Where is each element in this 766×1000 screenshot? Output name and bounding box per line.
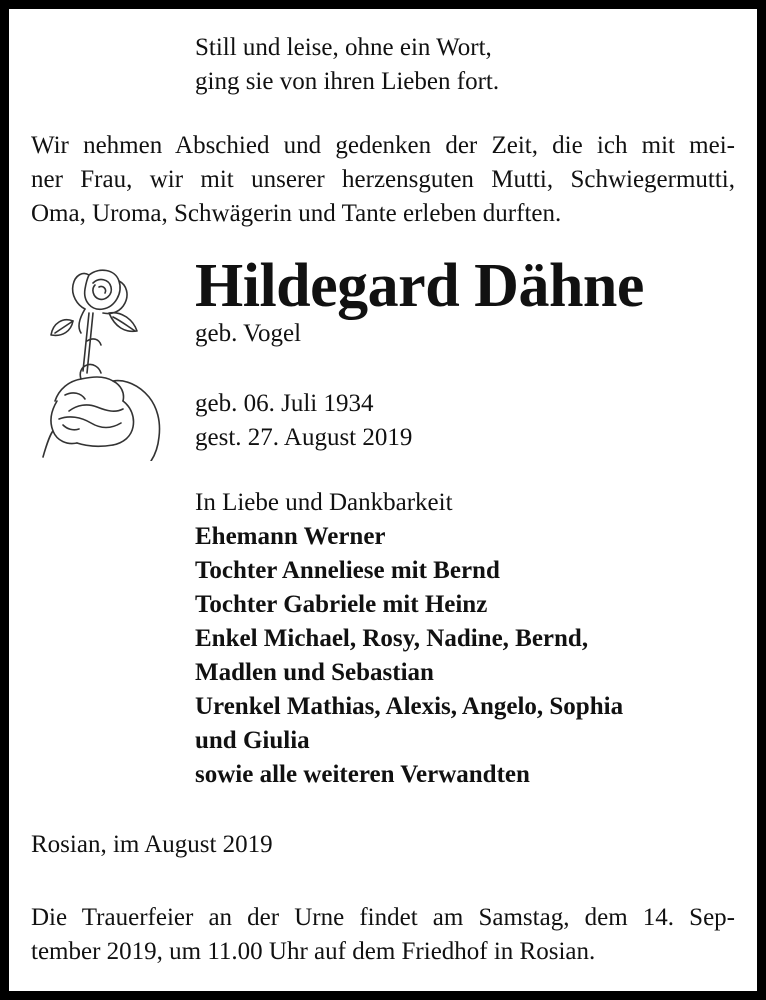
mourner-line: Urenkel Mathias, Alexis, Angelo, Sophia bbox=[195, 693, 624, 720]
birth-date: geb. 06. Juli 1934 bbox=[195, 390, 374, 417]
poem bbox=[195, 31, 499, 99]
mourner-line: sowie alle weiteren Verwandten bbox=[195, 761, 530, 788]
funeral-line: Die Trauerfeier an der Urne findet am Samstag, dem 14. Sep- bbox=[31, 904, 735, 931]
place-date: Rosian, im August 2019 bbox=[31, 831, 273, 858]
life-dates bbox=[195, 387, 412, 455]
mourner-line: und Giulia bbox=[195, 727, 310, 754]
death-date: gest. 27. August 2019 bbox=[195, 424, 413, 451]
intro-text bbox=[31, 129, 735, 231]
funeral-info bbox=[31, 901, 735, 969]
deceased-name: Hildegard Dähne bbox=[195, 252, 644, 320]
mourner-line: Tochter Gabriele mit Heinz bbox=[195, 591, 488, 618]
intro-line: ner Frau, wir mit unserer herzensguten Mutti, Schwiegermutti, bbox=[31, 166, 735, 193]
intro-line: Wir nehmen Abschied und gedenken der Zeit, die ich mit mei- bbox=[31, 132, 735, 159]
funeral-line: tember 2019, um 11.00 Uhr auf dem Friedhof in Rosian. bbox=[31, 938, 596, 965]
maiden-name: geb. Vogel bbox=[195, 320, 302, 347]
mourner-line: Enkel Michael, Rosy, Nadine, Bernd, bbox=[195, 625, 589, 652]
mourner-line: Ehemann Werner bbox=[195, 523, 386, 550]
obituary-notice bbox=[9, 9, 757, 991]
mourners-block bbox=[195, 486, 623, 792]
mourner-line: Tochter Anneliese mit Bernd bbox=[195, 557, 500, 584]
poem-line: ging sie von ihren Lieben fort. bbox=[195, 68, 500, 95]
mourners-intro: In Liebe und Dankbarkeit bbox=[195, 489, 453, 516]
mourner-line: Madlen und Sebastian bbox=[195, 659, 434, 686]
poem-line: Still und leise, ohne ein Wort, bbox=[195, 34, 492, 61]
rose-in-hand-icon bbox=[29, 261, 169, 461]
intro-line: Oma, Uroma, Schwägerin und Tante erleben durften. bbox=[31, 200, 562, 227]
